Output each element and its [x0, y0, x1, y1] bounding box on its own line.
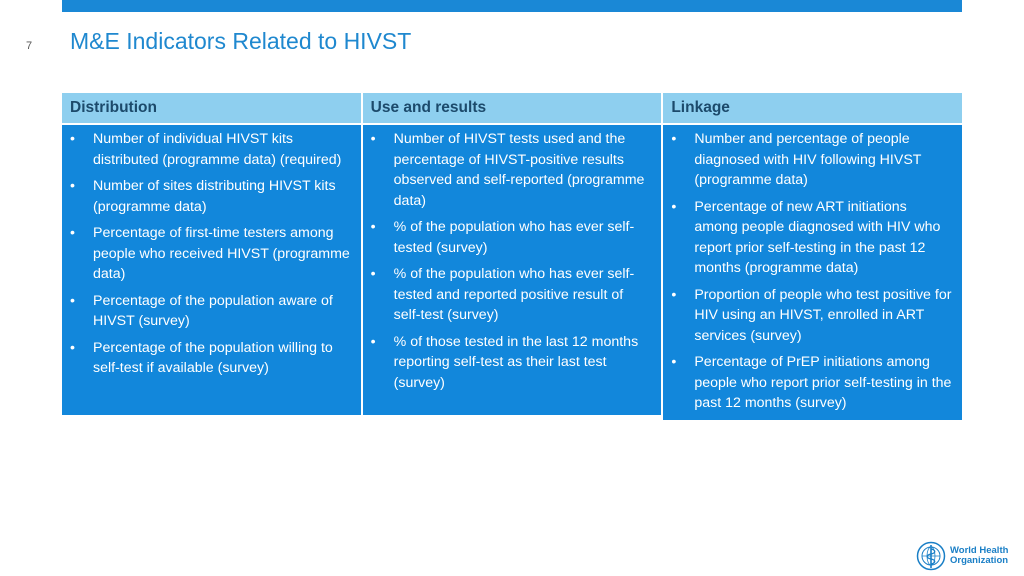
list-item: • Number of individual HIVST kits distributed (programme data) (required) — [70, 129, 351, 170]
indicator-list — [671, 129, 952, 414]
who-logo-text — [950, 546, 1008, 567]
list-item: • Number and percentage of people diagnosed with HIV following HIVST (programme data) — [671, 129, 952, 191]
indicators-table — [62, 93, 962, 415]
column-header: Use and results — [363, 93, 662, 123]
list-item: • Percentage of new ART initiations among people diagnosed with HIV who report prior self-testing in the past 12 months (programme data) — [671, 197, 952, 279]
list-item: • Percentage of the population aware of HIVST (survey) — [70, 291, 351, 332]
list-item: • Percentage of PrEP initiations among people who report prior self-testing in the past 12 months (survey) — [671, 352, 952, 414]
list-item: • % of those tested in the last 12 months reporting self-test as their last test (survey) — [371, 332, 652, 394]
column-header: Distribution — [62, 93, 361, 123]
slide-number: 7 — [26, 40, 33, 52]
column-body — [62, 125, 361, 415]
column-linkage — [663, 93, 962, 415]
who-logo — [916, 541, 1008, 571]
logo-line-2: Organization — [950, 555, 1009, 566]
column-body — [363, 125, 662, 415]
top-accent-bar — [62, 0, 962, 12]
slide-title: M&E Indicators Related to HIVST — [70, 28, 412, 54]
list-item: • Number of sites distributing HIVST kits (programme data) — [70, 176, 351, 217]
list-item: • Number of HIVST tests used and the percentage of HIVST-positive results observed and self-reported (programme data) — [371, 129, 652, 211]
indicator-list — [371, 129, 652, 393]
list-item: • % of the population who has ever self-tested and reported positive result of self-test (survey) — [371, 264, 652, 326]
who-emblem-icon — [916, 541, 946, 571]
list-item: • Percentage of the population willing to self-test if available (survey) — [70, 338, 351, 379]
column-header: Linkage — [663, 93, 962, 123]
list-item: • Proportion of people who test positive for HIV using an HIVST, enrolled in ART services (survey) — [671, 285, 952, 347]
column-use-and-results — [363, 93, 662, 415]
column-body — [663, 125, 962, 420]
column-distribution — [62, 93, 361, 415]
indicator-list — [70, 129, 351, 379]
list-item: • % of the population who has ever self-tested (survey) — [371, 217, 652, 258]
logo-line-1: World Health — [950, 544, 1009, 556]
list-item: • Percentage of first-time testers among people who received HIVST (programme data) — [70, 223, 351, 285]
